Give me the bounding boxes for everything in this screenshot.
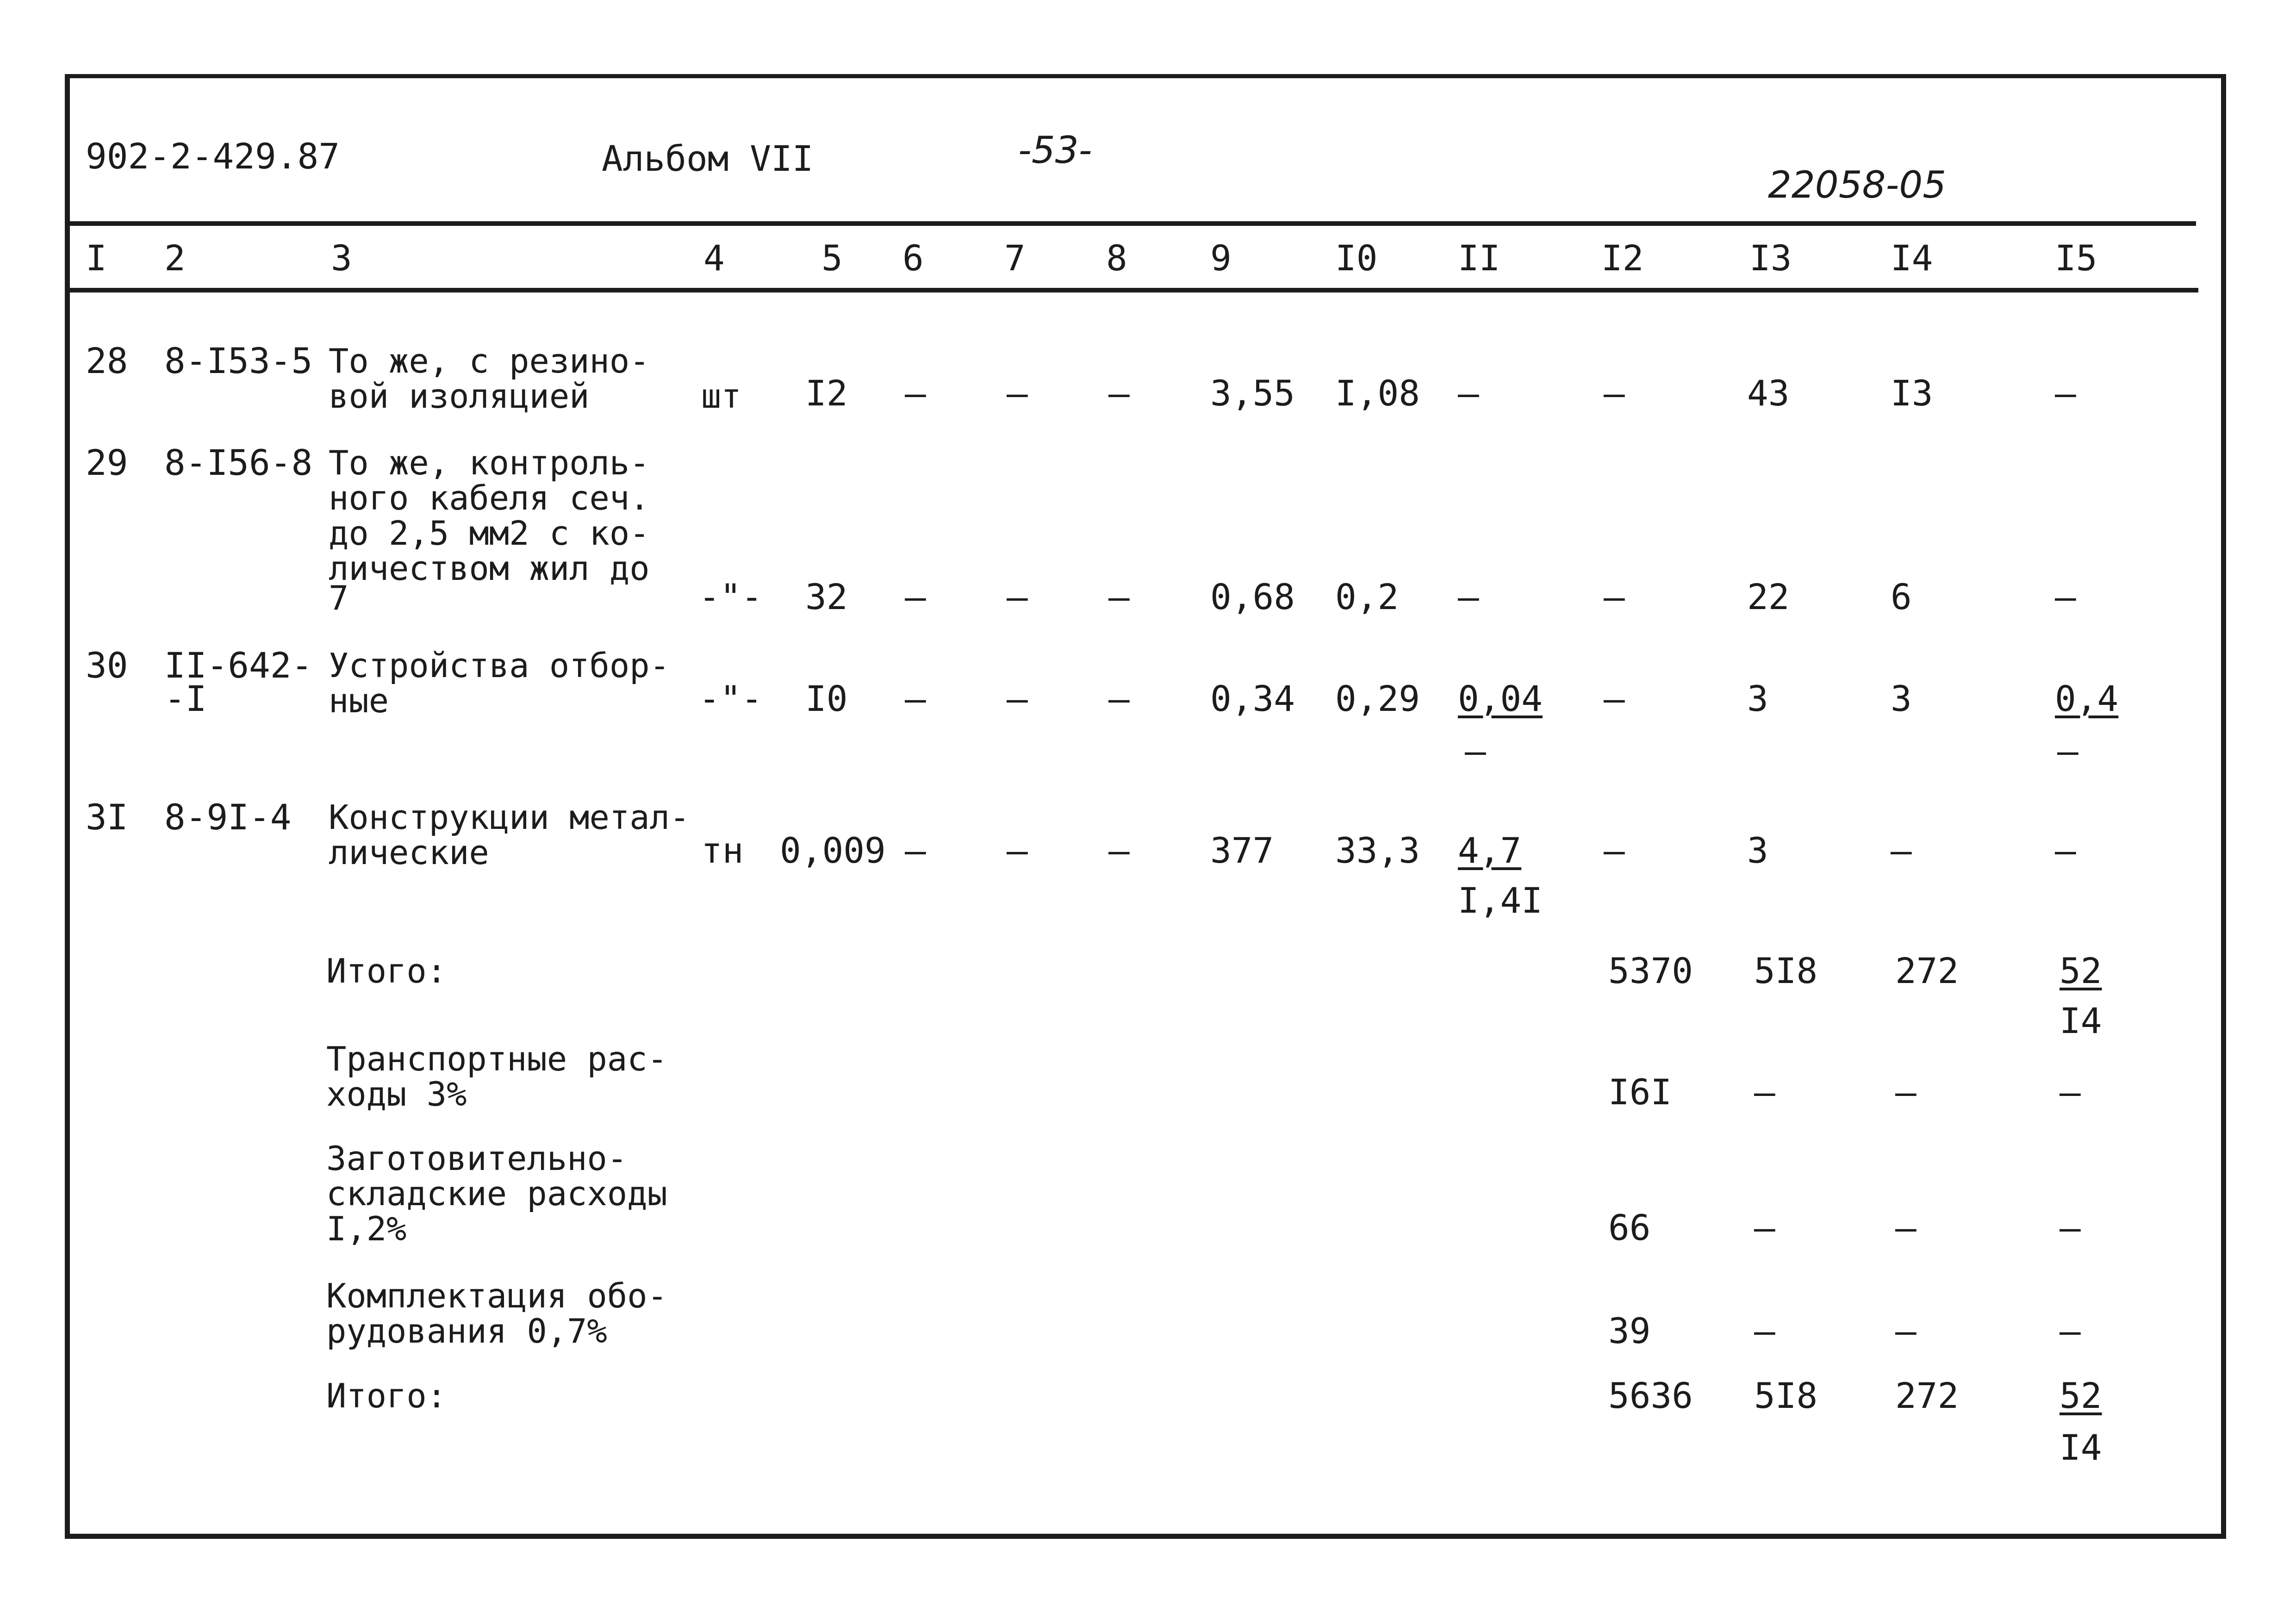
col-6-header: 6	[902, 237, 924, 279]
row-code: II-642-	[164, 645, 313, 686]
row-number: 28	[86, 340, 128, 381]
document-code: 902-2-429.87	[86, 136, 340, 177]
row-col11-numerator: 4,7	[1458, 830, 1522, 871]
col-8-header: 8	[1106, 237, 1127, 279]
row-col6: –	[905, 678, 926, 719]
col-9-header: 9	[1210, 237, 1232, 279]
summary-col14: 272	[1895, 1375, 1959, 1416]
summary-label: складские расходы	[326, 1174, 667, 1213]
summary-col13: –	[1754, 1310, 1775, 1351]
row-col15: –	[2055, 576, 2076, 617]
row-description-line: личеством жил до	[329, 549, 650, 588]
row-number: 29	[86, 442, 128, 483]
page-number: -53-	[1018, 129, 1092, 172]
row-quantity: I0	[805, 678, 848, 719]
archive-stamp: 22058-05	[1768, 163, 1947, 206]
summary-col15: –	[2060, 1071, 2081, 1113]
row-col12: –	[1604, 576, 1625, 617]
row-col7: –	[1007, 830, 1028, 871]
summary-col13: –	[1754, 1071, 1775, 1113]
row-col7: –	[1007, 373, 1028, 414]
row-number: 3I	[86, 796, 128, 838]
summary-col14: –	[1895, 1071, 1916, 1113]
row-col6: –	[905, 576, 926, 617]
row-code-continued: -I	[164, 678, 207, 719]
row-code: 8-I53-5	[164, 340, 313, 381]
row-col9: 0,34	[1210, 678, 1295, 719]
summary-label: Итого:	[326, 952, 447, 990]
row-description-line: Устройства отбор-	[329, 646, 670, 685]
summary-label: Транспортные рас-	[326, 1039, 667, 1078]
summary-col15-denominator: I4	[2060, 1427, 2102, 1468]
summary-col13: 5I8	[1754, 1375, 1818, 1416]
row-quantity: 32	[805, 576, 848, 617]
row-description-line: ного кабеля сеч.	[329, 479, 650, 517]
col-3-header: 3	[331, 237, 352, 279]
row-col12: –	[1604, 678, 1625, 719]
row-description-line: 7	[329, 579, 349, 617]
row-col10: 33,3	[1335, 830, 1420, 871]
row-description-line: ные	[329, 681, 389, 720]
row-col9: 3,55	[1210, 373, 1295, 414]
col-4-header: 4	[703, 237, 725, 279]
row-col15: –	[2055, 373, 2076, 414]
header-rule-bottom	[69, 288, 2198, 292]
col-14-header: I4	[1891, 237, 1933, 279]
summary-col13: 5I8	[1754, 950, 1818, 991]
col-5-header: 5	[821, 237, 843, 279]
summary-col15: –	[2060, 1207, 2081, 1248]
summary-col15-numerator: 52	[2060, 950, 2102, 991]
col-12-header: I2	[1601, 237, 1644, 279]
row-description-line: лические	[329, 833, 489, 872]
row-unit: -"-	[699, 678, 763, 719]
row-col11-denominator: I,4I	[1458, 880, 1543, 921]
col-1-header: I	[86, 237, 107, 279]
summary-col12: 39	[1608, 1310, 1651, 1351]
row-col15: –	[2055, 830, 2076, 871]
row-col14: –	[1891, 830, 1912, 871]
row-col15-numerator: 0,4	[2055, 678, 2119, 719]
row-col10: 0,29	[1335, 678, 1420, 719]
row-col12: –	[1604, 830, 1625, 871]
row-col11: –	[1458, 576, 1479, 617]
row-quantity: 0,009	[780, 830, 886, 871]
row-col7: –	[1007, 576, 1028, 617]
row-description-line: Конструкции метал-	[329, 798, 690, 837]
row-col14: 3	[1891, 678, 1912, 719]
summary-col12: 5370	[1608, 950, 1693, 991]
row-col8: –	[1108, 678, 1130, 719]
summary-label: I,2%	[326, 1209, 407, 1248]
row-col6: –	[905, 373, 926, 414]
row-unit: тн	[701, 830, 744, 871]
row-col13: 3	[1747, 678, 1768, 719]
row-col14: I3	[1891, 373, 1933, 414]
col-10-header: I0	[1335, 237, 1378, 279]
summary-label: Комплектация обо-	[326, 1276, 667, 1315]
row-col9: 377	[1210, 830, 1274, 871]
header-rule-top	[69, 221, 2196, 226]
row-unit: шт	[701, 377, 741, 416]
summary-col14: –	[1895, 1310, 1916, 1351]
row-code: 8-I56-8	[164, 442, 313, 483]
row-col13: 22	[1747, 576, 1790, 617]
row-col13: 43	[1747, 373, 1790, 414]
row-col7: –	[1007, 678, 1028, 719]
row-code: 8-9I-4	[164, 796, 292, 838]
row-number: 30	[86, 645, 128, 686]
summary-col15-numerator: 52	[2060, 1375, 2102, 1416]
summary-label: ходы 3%	[326, 1075, 467, 1114]
row-quantity: I2	[805, 373, 848, 414]
album-label: Альбом VII	[602, 138, 814, 179]
col-11-header: II	[1458, 237, 1500, 279]
row-col15-denominator: –	[2057, 730, 2078, 772]
row-col8: –	[1108, 830, 1130, 871]
row-col14: 6	[1891, 576, 1912, 617]
col-15-header: I5	[2055, 237, 2097, 279]
row-description-line: до 2,5 мм2 с ко-	[329, 514, 650, 553]
summary-label: Заготовительно-	[326, 1139, 628, 1178]
col-13-header: I3	[1749, 237, 1792, 279]
summary-col12: I6I	[1608, 1071, 1672, 1113]
row-col12: –	[1604, 373, 1625, 414]
col-2-header: 2	[164, 237, 186, 279]
row-description-line: То же, с резино-	[329, 342, 650, 380]
summary-col12: 5636	[1608, 1375, 1693, 1416]
row-col11-numerator: 0,04	[1458, 678, 1543, 719]
summary-label: рудования 0,7%	[326, 1312, 607, 1350]
row-col8: –	[1108, 576, 1130, 617]
summary-col12: 66	[1608, 1207, 1651, 1248]
summary-col13: –	[1754, 1207, 1775, 1248]
row-col10: 0,2	[1335, 576, 1399, 617]
row-col6: –	[905, 830, 926, 871]
row-col8: –	[1108, 373, 1130, 414]
row-description-line: То же, контроль-	[329, 443, 650, 482]
summary-col14: –	[1895, 1207, 1916, 1248]
summary-col14: 272	[1895, 950, 1959, 991]
summary-col15-denominator: I4	[2060, 1000, 2102, 1041]
row-description-line: вой изоляцией	[329, 377, 590, 416]
row-col13: 3	[1747, 830, 1768, 871]
row-unit: -"-	[699, 576, 763, 617]
col-7-header: 7	[1004, 237, 1026, 279]
row-col10: I,08	[1335, 373, 1420, 414]
row-col11-denominator: –	[1465, 730, 1486, 772]
row-col9: 0,68	[1210, 576, 1295, 617]
row-col11: –	[1458, 373, 1479, 414]
summary-col15: –	[2060, 1310, 2081, 1351]
summary-label: Итого:	[326, 1376, 447, 1415]
